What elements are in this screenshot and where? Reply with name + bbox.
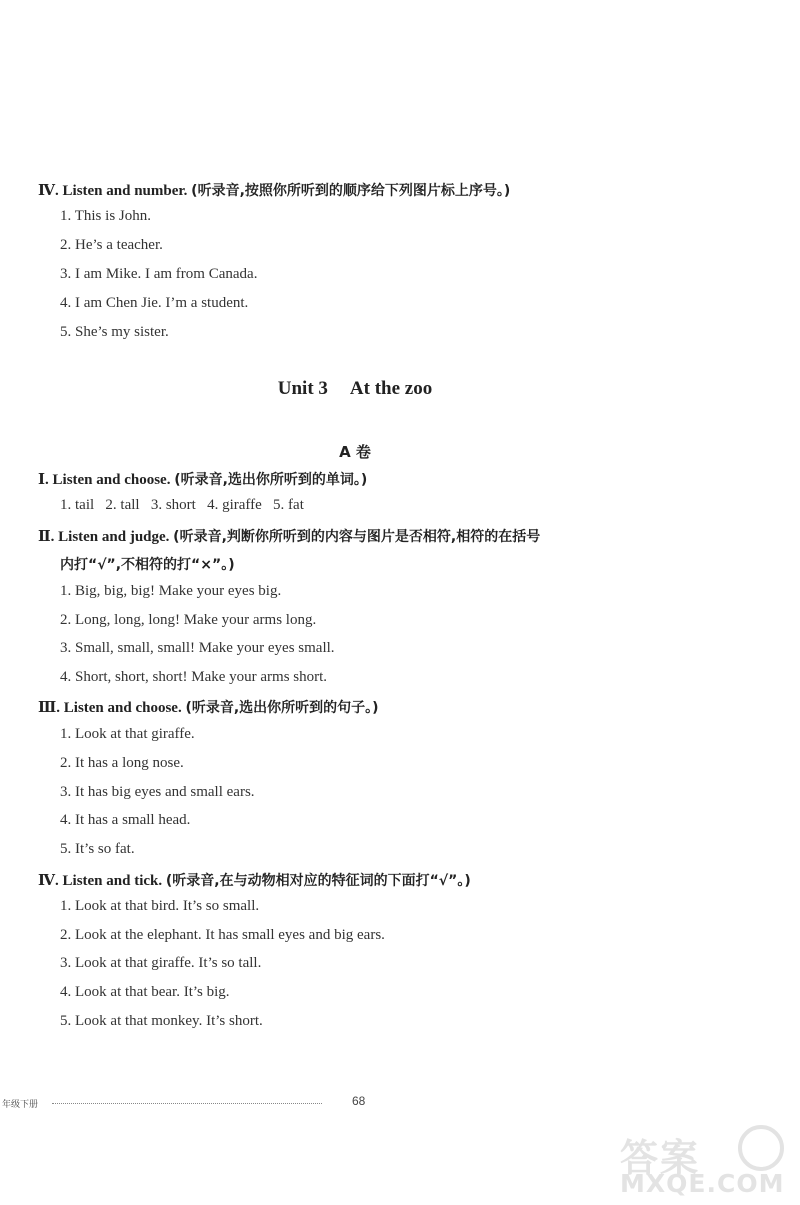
word-item: 5. fat bbox=[273, 497, 304, 513]
part-iv-item-2: 2. Look at the elephant. It has small eyes and big ears. bbox=[60, 927, 385, 943]
part-ii-heading-en: Ⅱ. Listen and judge. bbox=[38, 529, 170, 545]
page-number: 68 bbox=[352, 1094, 366, 1108]
part-i-words bbox=[60, 497, 304, 514]
part-iv-prev-item-3: 3. I am Mike. I am from Canada. bbox=[60, 266, 258, 282]
part-ii-heading-cont: 内打“√”,不相符的打“×”。) bbox=[60, 557, 235, 573]
watermark-logo bbox=[620, 1125, 790, 1205]
part-iii-item-3: 3. It has big eyes and small ears. bbox=[60, 784, 255, 800]
part-iii-item-1: 1. Look at that giraffe. bbox=[60, 726, 195, 742]
part-iv-item-1: 1. Look at that bird. It’s so small. bbox=[60, 898, 260, 914]
part-iii-heading bbox=[38, 697, 379, 717]
part-iii-item-5: 5. It’s so fat. bbox=[60, 841, 135, 857]
part-iv-item-4: 4. Look at that bear. It’s big. bbox=[60, 984, 230, 1000]
part-ii-item-2: 2. Long, long, long! Make your arms long. bbox=[60, 612, 317, 628]
part-ii-item-4: 4. Short, short, short! Make your arms short. bbox=[60, 669, 328, 685]
section-title: A 卷 bbox=[339, 443, 371, 461]
part-iv-item-3: 3. Look at that giraffe. It’s so tall. bbox=[60, 955, 262, 971]
unit-name: At the zoo bbox=[349, 378, 433, 399]
part-ii-heading-zh: (听录音,判断你所听到的内容与图片是否相符,相符的在括号 bbox=[173, 529, 541, 545]
footer-grade-label: 年级下册 bbox=[2, 1100, 39, 1110]
part-iii-item-2: 2. It has a long nose. bbox=[60, 755, 184, 771]
part-ii-heading bbox=[38, 526, 540, 546]
part-ii-item-3: 3. Small, small, small! Make your eyes small. bbox=[60, 640, 335, 656]
watermark-top-text: 答案 bbox=[620, 1136, 701, 1180]
part-iv-prev-item-5: 5. She’s my sister. bbox=[60, 324, 169, 340]
word-item: 3. short bbox=[150, 497, 196, 513]
part-i-heading-zh: (听录音,选出你所听到的单词。) bbox=[174, 472, 368, 488]
part-iv-prev-item-2: 2. He’s a teacher. bbox=[60, 237, 163, 253]
part-iii-heading-zh: (听录音,选出你所听到的句子。) bbox=[185, 700, 379, 716]
part-iv-heading-en: Ⅳ. Listen and tick. bbox=[38, 873, 163, 889]
part-iv-prev-heading bbox=[38, 180, 510, 200]
part-ii-item-1: 1. Big, big, big! Make your eyes big. bbox=[60, 583, 282, 599]
part-iii-heading-en: Ⅲ. Listen and choose. bbox=[38, 700, 182, 716]
part-i-heading bbox=[38, 469, 367, 489]
footer-dotted-rule bbox=[52, 1103, 322, 1104]
part-iv-item-5: 5. Look at that monkey. It’s short. bbox=[60, 1013, 263, 1029]
part-iv-prev-item-1: 1. This is John. bbox=[60, 208, 151, 224]
unit-number: Unit 3 bbox=[277, 378, 328, 399]
word-item: 4. giraffe bbox=[207, 497, 262, 513]
part-iii-item-4: 4. It has a small head. bbox=[60, 812, 191, 828]
part-iv-prev-item-4: 4. I am Chen Jie. I’m a student. bbox=[60, 295, 249, 311]
part-iv-heading-zh: (听录音,在与动物相对应的特征词的下面打“√”。) bbox=[165, 873, 471, 889]
watermark-circle-icon bbox=[738, 1125, 784, 1171]
word-item: 2. tall bbox=[105, 497, 140, 513]
part-iv-prev-heading-zh: (听录音,按照你所听到的顺序给下列图片标上序号。) bbox=[191, 183, 511, 199]
part-i-heading-en: Ⅰ. Listen and choose. bbox=[38, 472, 171, 488]
unit-title bbox=[0, 378, 710, 400]
part-iv-heading bbox=[38, 870, 471, 890]
word-item: 1. tail bbox=[60, 497, 95, 513]
watermark-url: MXQE.COM bbox=[620, 1169, 785, 1198]
part-iv-prev-heading-en: Ⅳ. Listen and number. bbox=[38, 183, 188, 199]
